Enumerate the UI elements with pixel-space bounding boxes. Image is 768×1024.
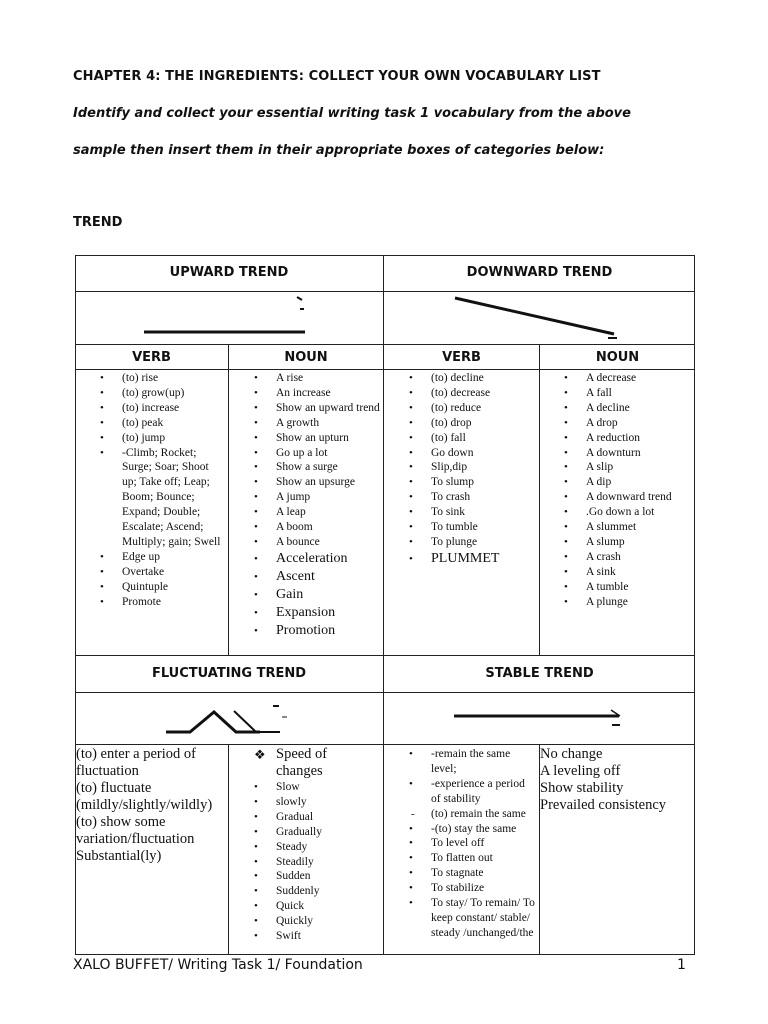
list-item: • Expansion: [276, 604, 380, 622]
list-item: • To stabilize: [431, 881, 537, 896]
list-item: • .Go down a lot: [586, 505, 692, 520]
chapter-title: CHAPTER 4: THE INGREDIENTS: COLLECT YOUR OWN VOCABULARY LIST: [73, 69, 601, 84]
list-item: • PLUMMET: [431, 550, 537, 568]
list-item: • A fall: [586, 386, 692, 401]
divider: [228, 344, 229, 655]
stable-trend-line-icon: [384, 693, 694, 744]
list-item: • Edge up: [122, 550, 226, 565]
list-item: • A bounce: [276, 535, 380, 550]
downward-trend-line-icon: [384, 292, 694, 344]
list-item: • Slip,dip: [431, 460, 537, 475]
list-item: • Suddenly: [276, 884, 376, 899]
downward-noun-list: [586, 371, 692, 610]
list-item: • A reduction: [586, 431, 692, 446]
list-item: • Show a surge: [276, 460, 380, 475]
list-item: • Steadily: [276, 855, 376, 870]
list-item: • Quintuple: [122, 580, 226, 595]
list-item: • A leap: [276, 505, 380, 520]
list-item: Show stability: [540, 780, 624, 796]
list-item: • Slow: [276, 780, 376, 795]
fluctuating-trend-title: FLUCTUATING TREND: [151, 666, 307, 681]
divider: [75, 655, 695, 656]
upward-noun-list: [276, 371, 380, 640]
divider: [539, 344, 540, 655]
list-item: • A drop: [586, 416, 692, 431]
list-item: • (to) fall: [431, 431, 537, 446]
list-item: • (to) drop: [431, 416, 537, 431]
list-item: • A plunge: [586, 595, 692, 610]
section-title: TREND: [73, 215, 123, 230]
list-item: • Gradual: [276, 810, 376, 825]
list-item: • Ascent: [276, 568, 380, 586]
upward-verb-header: VERB: [132, 350, 171, 365]
upward-trend-line-icon: [76, 292, 382, 344]
list-item: • An increase: [276, 386, 380, 401]
list-item: • (to) grow(up): [122, 386, 226, 401]
list-item: • Overtake: [122, 565, 226, 580]
divider: [75, 369, 695, 370]
list-item: • Quick: [276, 899, 376, 914]
list-item: • Promotion: [276, 622, 380, 640]
list-item: • To crash: [431, 490, 537, 505]
page-number: 1: [677, 957, 686, 973]
list-item: • -(to) stay the same: [431, 822, 537, 837]
phrase: Substantial(ly): [76, 848, 162, 864]
list-item: • Acceleration: [276, 550, 380, 568]
list-item: • A jump: [276, 490, 380, 505]
stable-trend-title: STABLE TREND: [485, 666, 594, 681]
upward-verb-list: [122, 371, 226, 610]
list-item: • A decline: [586, 401, 692, 416]
stable-noun-list: [540, 746, 692, 814]
list-item: • To stagnate: [431, 866, 537, 881]
fluctuating-trend-line-icon: [76, 693, 382, 744]
list-item: • To tumble: [431, 520, 537, 535]
list-item: • (to) peak: [122, 416, 226, 431]
list-item: • To plunge: [431, 535, 537, 550]
fluctuating-phrases: [76, 746, 226, 865]
list-item: • -Climb; Rocket; Surge; Soar; Shoot up; Take off; Leap; Boom; Bounce; Expand; Double; Escalate; Ascend; Multiply; gain; Swell: [122, 446, 226, 550]
list-item: • Swift: [276, 929, 376, 944]
list-item: • A crash: [586, 550, 692, 565]
list-item: • To stay/ To remain/ To keep constant/ stable/ steady /unchanged/the: [431, 896, 537, 941]
upward-noun-header: NOUN: [284, 350, 328, 365]
list-item: • Go down: [431, 446, 537, 461]
phrase: (to) fluctuate (mildly/slightly/wildly): [76, 780, 213, 813]
list-item: • Quickly: [276, 914, 376, 929]
intro-line-2: sample then insert them in their appropriate boxes of categories below:: [73, 143, 605, 158]
list-item: • (to) decrease: [431, 386, 537, 401]
footer-text: XALO BUFFET/ Writing Task 1/ Foundation: [73, 957, 363, 973]
list-item: • (to) decline: [431, 371, 537, 386]
divider: [228, 744, 229, 955]
list-item: • A downturn: [586, 446, 692, 461]
list-item: • Show an upward trend: [276, 401, 380, 416]
list-item: • (to) jump: [122, 431, 226, 446]
list-item: A leveling off: [540, 763, 621, 779]
list-item: • Sudden: [276, 869, 376, 884]
list-item: • -remain the same level;: [431, 747, 537, 777]
list-item: • Show an upsurge: [276, 475, 380, 490]
divider: [75, 344, 695, 345]
downward-noun-header: NOUN: [595, 350, 640, 365]
diamond-bullet-icon: ❖: [254, 747, 266, 762]
speed-label: Speed of changes: [276, 746, 328, 779]
downward-trend-title: DOWNWARD TREND: [466, 265, 613, 280]
list-item: • -experience a period of stability: [431, 777, 537, 807]
phrase: (to) show some variation/fluctuation: [76, 814, 195, 847]
list-item: • (to) rise: [122, 371, 226, 386]
list-item: • A slummet: [586, 520, 692, 535]
list-item: • To level off: [431, 836, 537, 851]
list-item: • A downward trend: [586, 490, 692, 505]
list-item: • A decrease: [586, 371, 692, 386]
list-item: • slowly: [276, 795, 376, 810]
list-item: • To sink: [431, 505, 537, 520]
divider: [75, 744, 695, 745]
list-item: - (to) remain the same: [431, 807, 537, 822]
list-item: Prevailed consistency: [540, 797, 667, 813]
list-item: • (to) reduce: [431, 401, 537, 416]
list-item: • A slip: [586, 460, 692, 475]
list-item: No change: [540, 746, 603, 762]
list-item: • A growth: [276, 416, 380, 431]
intro-line-1: Identify and collect your essential writing task 1 vocabulary from the above: [73, 106, 631, 121]
list-item: • Show an upturn: [276, 431, 380, 446]
list-item: • (to) increase: [122, 401, 226, 416]
list-item: • A slump: [586, 535, 692, 550]
speed-word-list: [276, 780, 376, 944]
list-item: • Go up a lot: [276, 446, 380, 461]
list-item: • Promote: [122, 595, 226, 610]
downward-verb-list: [431, 371, 537, 568]
list-item: • Steady: [276, 840, 376, 855]
list-item: • A boom: [276, 520, 380, 535]
list-item: • A sink: [586, 565, 692, 580]
stable-verb-list: [431, 747, 537, 941]
list-item: • A rise: [276, 371, 380, 386]
list-item: • Gain: [276, 586, 380, 604]
list-item: • To slump: [431, 475, 537, 490]
upward-trend-title: UPWARD TREND: [169, 265, 289, 280]
list-item: • A tumble: [586, 580, 692, 595]
list-item: • A dip: [586, 475, 692, 490]
downward-verb-header: VERB: [442, 350, 481, 365]
list-item: • Gradually: [276, 825, 376, 840]
phrase: (to) enter a period of fluctuation: [76, 746, 196, 779]
list-item: • To flatten out: [431, 851, 537, 866]
